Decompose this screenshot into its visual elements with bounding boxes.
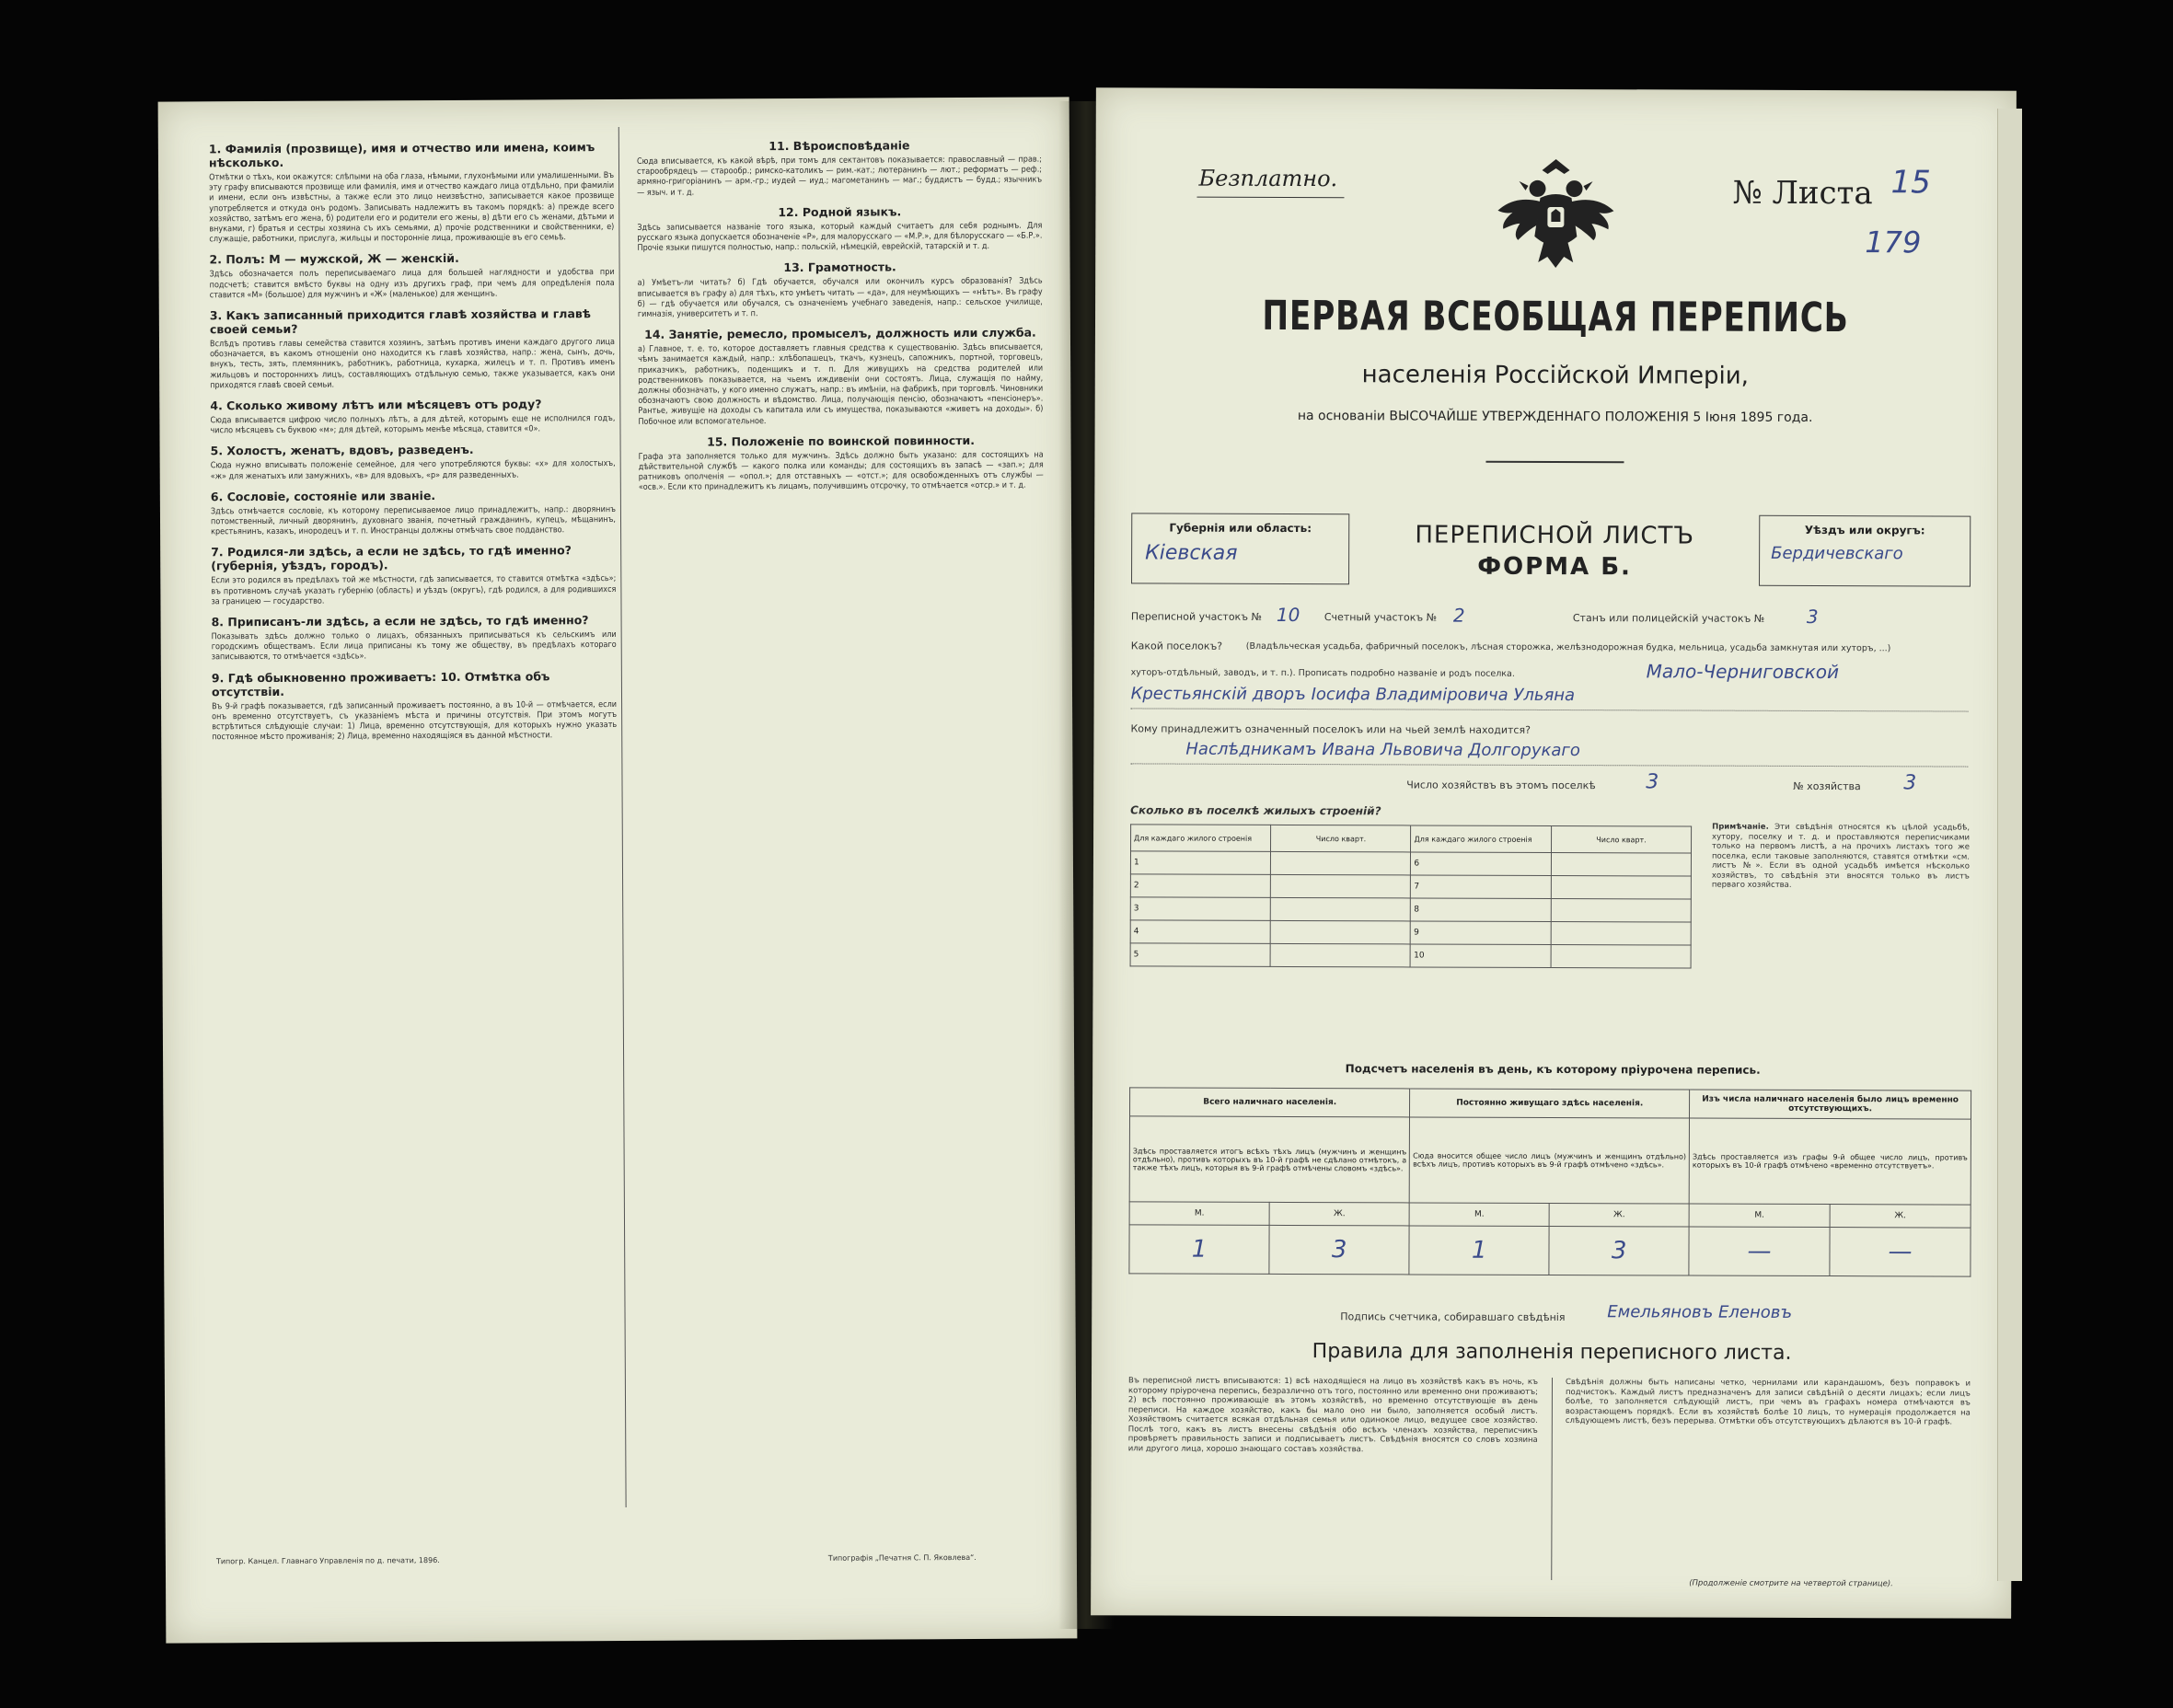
left-column-2 [637,131,1044,500]
buildings-note [1712,823,1970,891]
stats-header-resident: Постоянно живущаго здѣсь населенія. [1410,1089,1690,1118]
section-title: 3. Какъ записанный приходится главѣ хозяйства и главѣ своей семьи? [209,306,592,337]
rules-column-2: Свѣдѣнія должны быть написаны четко, чернилами или карандашомъ, безъ поправокъ и подчистокъ. Каждый листъ предназначенъ для записи свѣдѣній о десяти лицахъ; если лицъ болѣе, то заполняется слѣдующій листъ, при чемъ въ графахъ номера отмѣчаются въ возрастающемъ порядкѣ. Если въ хозяйствѣ болѣе 10 лицъ, то нумерація продолжается на слѣдующемъ листѣ, безъ перерыва. Отмѣтки объ отсутствующихъ дѣлаются въ 10-й графѣ. [1565,1378,1971,1427]
rules-title: Правила для заполненія переписного листа. [1312,1340,1792,1365]
section-title: 7. Родился-ли здѣсь, а если не здѣсь, то гдѣ именно? (губернія, уѣздъ, городъ). [211,543,572,573]
section-text: а) Главное, т. е. то, которое доставляетъ главныя средства к существованію. Здѣсь вписывается, чѣмъ занимается каждый, напр.: хлѣбопашецъ, ткачъ, кузнецъ, сапожникъ, портной, торговецъ, приказчикъ, работникъ, поденщикъ и т. п. Для живущихъ на средства родителей или родственниковъ показывается, на чьемъ иждивеніи они состоятъ. Лица, служащія по найму, должны обозначать, у кого именно служатъ, напр.: въ имѣніи, на фабрикѣ, при торговлѣ. Чиновники обозначаютъ свою должность и вѣдомство. Лица, получающія пенсію, обозначаютъ «пенсіонеръ». Рантье, живущіе на доходы съ капитала или съ имущества, показываются «живетъ на доходы». б) Побочное или вспомогательное. [638,342,1044,427]
section-title: 5. Холостъ, женатъ, вдовъ, разведенъ. [210,443,474,458]
section-text: Въ 9-й графѣ показывается, гдѣ записанный проживаетъ постоянно, а въ 10-й — отмѣчается, если онъ временно отсутствуетъ, съ указаніемъ мѣста и причины отсутствія. При этомъ могутъ встрѣтиться слѣдующіе случаи: 1) Лица, временно отсутствующія, для которыхъ нужно указать постоянное мѣсто проживанія; 2) Лица, временно находящіяся въ данной мѣстности. [212,699,618,743]
section-text: Вслѣдъ противъ главы семейства ставится хозяинъ, затѣмъ противъ имени каждаго другого лица обозначается, въ какомъ отношеніи оно находится къ главѣ хозяйства, напр.: жена, сынъ, дочь, внукъ, тесть, зять, племянникъ, работникъ, работница, кухарка, жилецъ и т. п. Противъ именъ жильцовъ и постороннихъ лицъ, составляющихъ отдѣльную семью, также указывается, какъ они приходятся главѣ своей семьи. [209,338,616,391]
stats-value-present-m: 1 [1129,1225,1269,1275]
buildings-question: Сколько въ поселкѣ жилыхъ строеній? [1130,803,1381,818]
archive-number-handwritten: 179 [1865,225,1922,260]
printer-footer-left: Типогр. Канцел. Главнаго Управленія по д. печати, 1896. [215,1556,440,1566]
count-area-label: Счетный участокъ № [1323,611,1438,624]
building-row-num: 8 [1411,898,1552,922]
buildings-col-b-2: Число кварт. [1551,825,1691,853]
building-row-num: 7 [1411,875,1552,899]
sex-male-label: М. [1689,1204,1830,1228]
free-label: Безплатно. [1198,165,1338,192]
stan-value: 3 [1806,605,1819,629]
building-row-num: 5 [1130,943,1271,967]
households-value: 3 [1646,770,1659,794]
building-row-num: 3 [1130,897,1271,921]
building-row-num: 1 [1130,851,1271,875]
settlement-handwritten-2: Крестьянскій дворъ Іосифа Владиміровича Ульяна [1130,684,1576,706]
title-rule [1485,461,1624,464]
rules-continued-note: (Продолженіе смотрите на четвертой странице). [1689,1578,1893,1589]
legal-basis-line: на основаніи ВЫСОЧАЙШЕ УТВЕРЖДЕННАГО ПОЛОЖЕНІЯ 5 Іюня 1895 года. [1297,409,1813,425]
settlement-hint-2: хуторъ-отдѣльный, заводъ, и т. п.). Прописать подробно названіе и родъ поселка. [1130,667,1515,679]
stats-header-absent: Изъ числа наличнаго населенія было лицъ временно отсутствующихъ. [1690,1090,1971,1119]
section-text: Показывать здѣсь должно только о лицахъ, обязанныхъ приписываться къ сельскимъ или городскимъ обществамъ. Если лица приписаны къ тому же обществу, въ предѣлахъ котораго записываются, то отмѣчается «здѣсь». [211,630,617,663]
building-row-num: 10 [1411,944,1552,968]
count-area-value: 2 [1452,604,1465,627]
stats-value-resident-m: 1 [1409,1226,1549,1275]
printer-footer-right: Типографія „Печатня С. П. Яковлева“. [827,1552,977,1563]
section-text: Сюда вписывается цифрою число полныхъ лѣтъ, а для дѣтей, которымъ еще не исполнился годъ, число мѣсяцевъ съ буквою «м»; для дѣтей, которымъ менѣе мѣсяца, ставится «0». [210,414,616,436]
section-title: 14. Занятіе, ремесло, промыселъ, должность или служба. [644,325,1036,342]
section-text: Сюда вписывается, къ какой вѣрѣ, при томъ для сектантовъ показывается: православный — прав.; старообрядецъ — старообр.; римско-католикъ — рим.-кат.; лютеранинъ — лют.; реформатъ — реф.; армяно-григоріанинъ — арм.-гр.; иудей — иуд.; магометанинъ — маг.; буддистъ — будд.; язычникъ — языч. и т. д. [636,155,1043,198]
population-stats-table [1128,1087,1971,1276]
rules-divider [1551,1378,1553,1580]
section-text: Отмѣтки о тѣхъ, кои окажутся: слѣпыми на оба глаза, нѣмыми, глухонѣмыми или умалишенными. Въ эту графу вписываются прозвище или фамилія, имя и отчество каждаго лица отдѣльно, при фамиліи и имени, если онъ извѣстны, а также если это лицо неизвѣстно, записывается какое прозвище употребляется и откуда онъ родомъ. Записывать надлежитъ въ такомъ порядкѣ: а) прежде всего хозяйство, затѣмъ его жена, б) родители его и родители его жены, в) дѣти его съ женами, дѣтьми и внуками, г) братья и сестры хозяина съ ихъ семьями, д) прочіе родственники и свойственники, е) служащіе, работники, прислуга, жильцы и посторонніе лица, проживающіе въ его семьѣ. [209,171,615,245]
settlement-hint: (Владѣльческая усадьба, фабричный поселокъ, лѣсная сторожка, желѣзнодорожная будка, мельница, усадьба замкнутая или хуторъ, ...) [1245,640,1891,654]
province-label: Губернія или область: [1169,521,1312,536]
households-label: Число хозяйствъ въ этомъ поселкѣ [1406,779,1596,792]
section-title: 11. Вѣроисповѣданіе [769,138,910,154]
section-title: 8. Приписанъ-ли здѣсь, а если не здѣсь, то гдѣ именно? [211,613,589,629]
settlement-dotted-line [1131,708,1969,711]
stats-title: Подсчетъ населенія въ день, къ которому пріурочена перепись. [1345,1062,1761,1077]
district-box [1759,515,1971,587]
stats-value-absent-m: — [1689,1227,1830,1276]
buildings-col-a-2: Для каждаго жилого строенія [1411,825,1552,853]
district-label: Уѣздъ или округъ: [1804,523,1925,537]
section-title: 2. Полъ: М — мужской, Ж — женскій. [209,251,459,267]
section-text: Здѣсь записывается названіе того языка, который каждый считаетъ для себя роднымъ. Для русскаго языка допускается обозначеніе «Р», для малорусскаго — «М.Р.», для бѣлорусскаго — «Б.Р.». Прочіе языки пишутся полностью, напр.: польскій, нѣмецкій, еврейскій, татарскій и т. д. [637,221,1043,254]
building-row-num: 2 [1130,874,1271,898]
stats-value-present-f: 3 [1269,1225,1409,1275]
form-b-title: ФОРМА Б. [1477,552,1632,582]
signature-value: Емельяновъ Еленовъ [1607,1302,1793,1322]
stats-value-absent-f: — [1830,1228,1971,1277]
page-edge-strip [1997,109,2022,1581]
section-title: 13. Грамотность. [783,260,896,275]
building-row-num: 6 [1411,852,1552,876]
signature-label: Подпись счетчика, собиравшаго свѣдѣнія [1340,1310,1566,1324]
section-text: Сюда нужно вписывать положеніе семейное, для чего употребляются буквы: «х» для холостыхъ, «ж» для женатыхъ или замужнихъ, «в» для вдовыхъ, «р» для разведенныхъ. [210,459,616,481]
sex-female-label: Ж. [1549,1203,1689,1227]
settlement-handwritten-1: Мало-Черниговской [1646,660,1840,684]
province-value: Кіевская [1145,541,1238,565]
buildings-col-b: Число кварт. [1271,825,1411,852]
sex-male-label: М. [1409,1203,1549,1227]
owner-dotted-line [1130,763,1968,767]
free-label-underline [1196,197,1344,199]
owner-handwritten: Наслѣдникамъ Ивана Львовича Долгорукаго [1185,739,1580,761]
sex-male-label: М. [1129,1202,1269,1226]
left-column-1 [209,133,617,749]
section-text: Здѣсь отмѣчается сословіе, къ которому переписываемое лицо принадлежитъ, напр.: дворянинъ потомственный, личный дворянинъ, духовнаго званія, почетный гражданинъ, купецъ, мѣщанинъ, крестьянинъ, казакъ, инородецъ и т. п. Иностранцы должны отмѣчать свое подданство. [210,504,617,537]
sex-female-label: Ж. [1830,1205,1971,1229]
right-page [1091,87,2017,1618]
stats-desc-resident: Сюда вносится общее число лицъ (мужчинъ и женщинъ отдѣльно) всѣхъ лицъ, противъ которыхъ въ 9-й графѣ отмѣчено «здѣсь». [1409,1117,1689,1204]
household-no-value: 3 [1903,771,1917,795]
sheet-title-block [1352,521,1757,582]
household-no-label: № хозяйства [1793,779,1861,793]
district-value: Бердичевскаго [1771,543,1903,564]
census-area-value: 10 [1276,603,1300,627]
rules-column-1: Въ переписной листъ вписываются: 1) всѣ находящіеся на лицо въ хозяйствѣ какъ въ ночь, къ которому пріурочена перепись, безразлично отъ того, постоянно или временно они проживаютъ; 2) всѣ постоянно проживающіе въ этомъ хозяйствѣ, но временно отсутствующіе въ день переписи. На каждое хозяйство, какъ бы мало оно ни было, заполняется особый листъ. Хозяйствомъ считается всякая отдѣльная семья или одинокое лицо, ведущее свое хозяйство. Послѣ того, какъ въ листъ внесены свѣдѣнія обо всѣхъ членахъ хозяйства, переписчикъ провѣряетъ правильность записи и подписываетъ листъ. Свѣдѣнія вносятся со словъ хозяина или другого лица, хорошо знающаго составъ хозяйства. [1127,1376,1539,1454]
section-text: Если это родился въ предѣлахъ той же мѣстности, гдѣ записывается, то ставится отмѣтка «здѣсь»; въ противномъ случаѣ указать губернію (область) и уѣздъ (округъ), гдѣ родился, а для родившихся за границею — государство. [211,574,617,607]
sex-female-label: Ж. [1269,1202,1409,1226]
buildings-table [1130,824,1693,968]
section-text: Графа эта заполняется только для мужчинъ. Здѣсь должно быть указано: для состоящихъ на дѣйствительной службѣ — какого полка или команды; для состоящихъ въ запасѣ — «зап.»; для ратниковъ ополченія — «опол.»; для отставныхъ — «отст.»; для освобожденныхъ отъ службы — «осв.». Если кто принадлежитъ къ лицамъ, получившимъ отсрочку, то отмѣчается «отср.» и т. д. [638,450,1044,493]
double-headed-eagle-emblem [1486,154,1624,278]
section-text: а) Умѣетъ-ли читать? б) Гдѣ обучается, обучался или окончилъ курсъ образованія? Здѣсь вписывается въ графу а) для тѣхъ, кто умѣетъ читать — «да», для неумѣющихъ — «нѣтъ». Въ графу б) — гдѣ обучается или обучался, съ означеніемъ учебнаго заведенія, напр.: сельское училище, гимназія, университетъ и т. п. [637,276,1043,319]
section-title: 4. Сколько живому лѣтъ или мѣсяцевъ отъ роду? [210,397,542,413]
stats-desc-present: Здѣсь проставляется итогъ всѣхъ тѣхъ лицъ (мужчинъ и женщинъ отдѣльно), противъ которыхъ въ 10-й графѣ не сдѣлано отмѣтокъ, а также тѣхъ лицъ, которыя въ 9-й графѣ отмѣчены словомъ «здѣсь». [1129,1116,1410,1203]
column-divider [618,127,627,1507]
section-title: 6. Сословіе, состояніе или званіе. [210,488,436,504]
census-area-label: Переписной участокъ № [1130,610,1262,623]
census-title: ПЕРВАЯ ВСЕОБЩАЯ ПЕРЕПИСЬ [1262,292,1849,342]
stan-label: Станъ или полицейскій участокъ № [1572,612,1765,625]
sheet-title: ПЕРЕПИСНОЙ ЛИСТЪ [1415,521,1695,550]
note-text: Эти свѣдѣнія относятся къ цѣлой усадьбѣ, хутору, поселку и т. д. и проставляются переписчиками только на первомъ листѣ, а на прочихъ листахъ того же поселка, если таковые заполняются, ставятся отмѣтки «см. листъ №». Если въ одной усадьбѣ имѣется нѣсколько хозяйствъ, то свѣдѣнія эти вносятся только въ листъ перваго хозяйства. [1711,822,1971,890]
owner-question: Кому принадлежитъ означенный поселокъ или на чьей землѣ находится? [1130,722,1531,736]
note-title: Примѣчаніе. [1712,822,1769,832]
stats-desc-absent: Здѣсь проставляется изъ графы 9-й общее число лицъ, противъ которыхъ въ 10-й графѣ отмѣчено «временно отсутствуетъ». [1689,1118,1971,1205]
section-title: 12. Родной языкъ. [778,204,902,219]
section-title: 1. Фамилія (прозвище), имя и отчество или имена, коимъ нѣсколько. [208,140,595,170]
stats-value-resident-f: 3 [1549,1226,1689,1275]
settlement-question: Какой поселокъ? [1130,640,1223,652]
buildings-col-a: Для каждаго жилого строенія [1131,825,1272,852]
stats-header-present: Всего наличнаго населенія. [1129,1088,1409,1117]
census-subtitle: населенія Россійской Имперіи, [1361,361,1750,390]
building-row-num: 9 [1411,921,1552,945]
sheet-number-label: № Листа [1732,174,1873,213]
sheet-number-handwritten: 15 [1890,164,1931,202]
section-title: 15. Положеніе по воинской повинности. [707,433,976,449]
left-page [158,97,1078,1643]
section-text: Здѣсь обозначается полъ переписываемаго лица для большей наглядности и удобства при подсчетѣ; ставится вмѣсто буквы на одну изъ другихъ граф, при чемъ для опредѣленія пола ставится «М» (большое) для мужчинъ и «Ж» (маленькое) для женщинъ. [209,268,615,301]
province-box [1131,513,1349,584]
building-row-num: 4 [1130,920,1271,944]
section-title: 9. Гдѣ обыкновенно проживаетъ: 10. Отмѣтка объ отсутствіи. [211,669,550,698]
